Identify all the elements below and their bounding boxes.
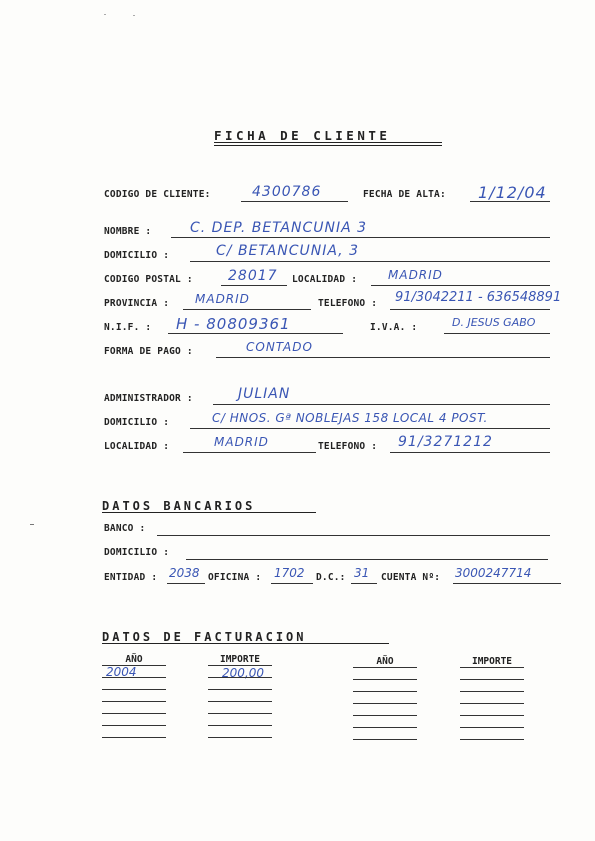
bank-section-title: DATOS BANCARIOS (102, 499, 256, 513)
billing-row-line (208, 689, 272, 690)
admin-telefono-line (390, 452, 550, 453)
codigo-cliente-line (241, 201, 348, 202)
admin-telefono-label: TELEFONO : (318, 441, 378, 452)
nif-label: N.I.F. : (104, 322, 152, 333)
bank-title-underline (102, 512, 316, 513)
entidad-line (167, 583, 205, 584)
nombre-label: NOMBRE : (104, 226, 152, 237)
domicilio-line (190, 261, 550, 262)
banco-label: BANCO : (104, 523, 146, 534)
localidad-line (371, 285, 550, 286)
billing-title-underline (102, 643, 389, 644)
billing-row-line (460, 703, 524, 704)
administrador-label: ADMINISTRADOR : (104, 393, 193, 404)
admin-domicilio-label: DOMICILIO : (104, 417, 170, 428)
codigo-postal-value[interactable]: 28017 (228, 268, 278, 284)
billing-row-line (208, 737, 272, 738)
billing-row-line (208, 713, 272, 714)
telefono-label: TELEFONO : (318, 298, 378, 309)
oficina-label: OFICINA : (208, 572, 262, 583)
billing-row-line (353, 667, 417, 668)
admin-localidad-label: LOCALIDAD : (104, 441, 170, 452)
codigo-cliente-label: CODIGO DE CLIENTE: (104, 189, 211, 200)
iva-value[interactable]: D. JESUS GABO (452, 316, 536, 329)
codigo-cliente-value[interactable]: 4300786 (252, 184, 322, 200)
col-importe-2: IMPORTE (471, 656, 513, 667)
billing-row-line (353, 715, 417, 716)
scan-speck (104, 14, 106, 15)
scan-speck (133, 15, 135, 16)
fecha-alta-value[interactable]: 1/12/04 (478, 183, 547, 202)
telefono-value[interactable]: 91/3042211 - 636548891 (395, 290, 562, 305)
billing-row-line (208, 677, 272, 678)
bank-domicilio-label: DOMICILIO : (104, 547, 170, 558)
forma-pago-line (216, 357, 550, 358)
provincia-label: PROVINCIA : (104, 298, 170, 309)
billing-row-line (208, 701, 272, 702)
nombre-line (171, 237, 550, 238)
administrador-line (213, 404, 550, 405)
cuenta-label: CUENTA Nº: (381, 572, 441, 583)
dc-label: D.C.: (316, 572, 346, 583)
billing-row-line (102, 665, 166, 666)
iva-label: I.V.A. : (370, 322, 418, 333)
billing-row-line (102, 713, 166, 714)
nif-line (168, 333, 343, 334)
provincia-line (183, 309, 311, 310)
localidad-label: LOCALIDAD : (292, 274, 358, 285)
entidad-value[interactable]: 2038 (169, 566, 200, 580)
billing-row-line (460, 727, 524, 728)
domicilio-value[interactable]: C/ BETANCUNIA, 3 (216, 243, 359, 259)
forma-pago-value[interactable]: CONTADO (246, 340, 313, 354)
row1-importe-value[interactable]: 200,00 (222, 666, 264, 680)
admin-domicilio-line (190, 428, 550, 429)
oficina-line (271, 583, 313, 584)
billing-row-line (353, 727, 417, 728)
localidad-value[interactable]: MADRID (388, 268, 443, 282)
telefono-line (390, 309, 550, 310)
col-ano-1: AÑO (125, 654, 143, 665)
billing-row-line (460, 679, 524, 680)
admin-localidad-value[interactable]: MADRID (214, 435, 269, 449)
cuenta-line (453, 583, 561, 584)
billing-row-line (102, 737, 166, 738)
provincia-value[interactable]: MADRID (195, 292, 250, 306)
nif-value[interactable]: H - 80809361 (176, 315, 291, 333)
title-underline (214, 142, 442, 143)
administrador-value[interactable]: JULIAN (238, 386, 291, 402)
billing-row-line (208, 665, 272, 666)
billing-row-line (102, 701, 166, 702)
billing-row-line (460, 691, 524, 692)
col-importe-1: IMPORTE (219, 654, 261, 665)
bank-domicilio-line (186, 559, 548, 560)
billing-row-line (102, 725, 166, 726)
billing-row-line (460, 667, 524, 668)
dc-line (351, 583, 377, 584)
billing-row-line (102, 677, 166, 678)
banco-line (157, 535, 550, 536)
billing-row-line (353, 703, 417, 704)
billing-row-line (102, 689, 166, 690)
admin-telefono-value[interactable]: 91/3271212 (398, 434, 493, 450)
billing-row-line (208, 725, 272, 726)
dc-value[interactable]: 31 (354, 566, 370, 580)
scan-speck (30, 524, 34, 525)
col-ano-2: AÑO (376, 656, 394, 667)
oficina-value[interactable]: 1702 (274, 566, 305, 580)
billing-row-line (460, 715, 524, 716)
billing-section-title: DATOS DE FACTURACION (102, 630, 307, 644)
title-underline (214, 145, 442, 146)
fecha-alta-label: FECHA DE ALTA: (363, 189, 446, 200)
codigo-postal-label: CODIGO POSTAL : (104, 274, 193, 285)
cuenta-value[interactable]: 3000247714 (455, 566, 532, 580)
entidad-label: ENTIDAD : (104, 572, 158, 583)
billing-row-line (460, 739, 524, 740)
admin-domicilio-value[interactable]: C/ HNOS. Gª NOBLEJAS 158 LOCAL 4 POST. (212, 411, 488, 425)
domicilio-label: DOMICILIO : (104, 250, 170, 261)
page-title: FICHA DE CLIENTE (214, 128, 391, 143)
billing-row-line (353, 679, 417, 680)
nombre-value[interactable]: C. DEP. BETANCUNIA 3 (190, 220, 368, 236)
forma-pago-label: FORMA DE PAGO : (104, 346, 193, 357)
billing-row-line (353, 739, 417, 740)
iva-line (444, 333, 550, 334)
billing-row-line (353, 691, 417, 692)
codigo-postal-line (221, 285, 287, 286)
admin-localidad-line (183, 452, 316, 453)
row1-ano-value[interactable]: 2004 (106, 665, 137, 679)
